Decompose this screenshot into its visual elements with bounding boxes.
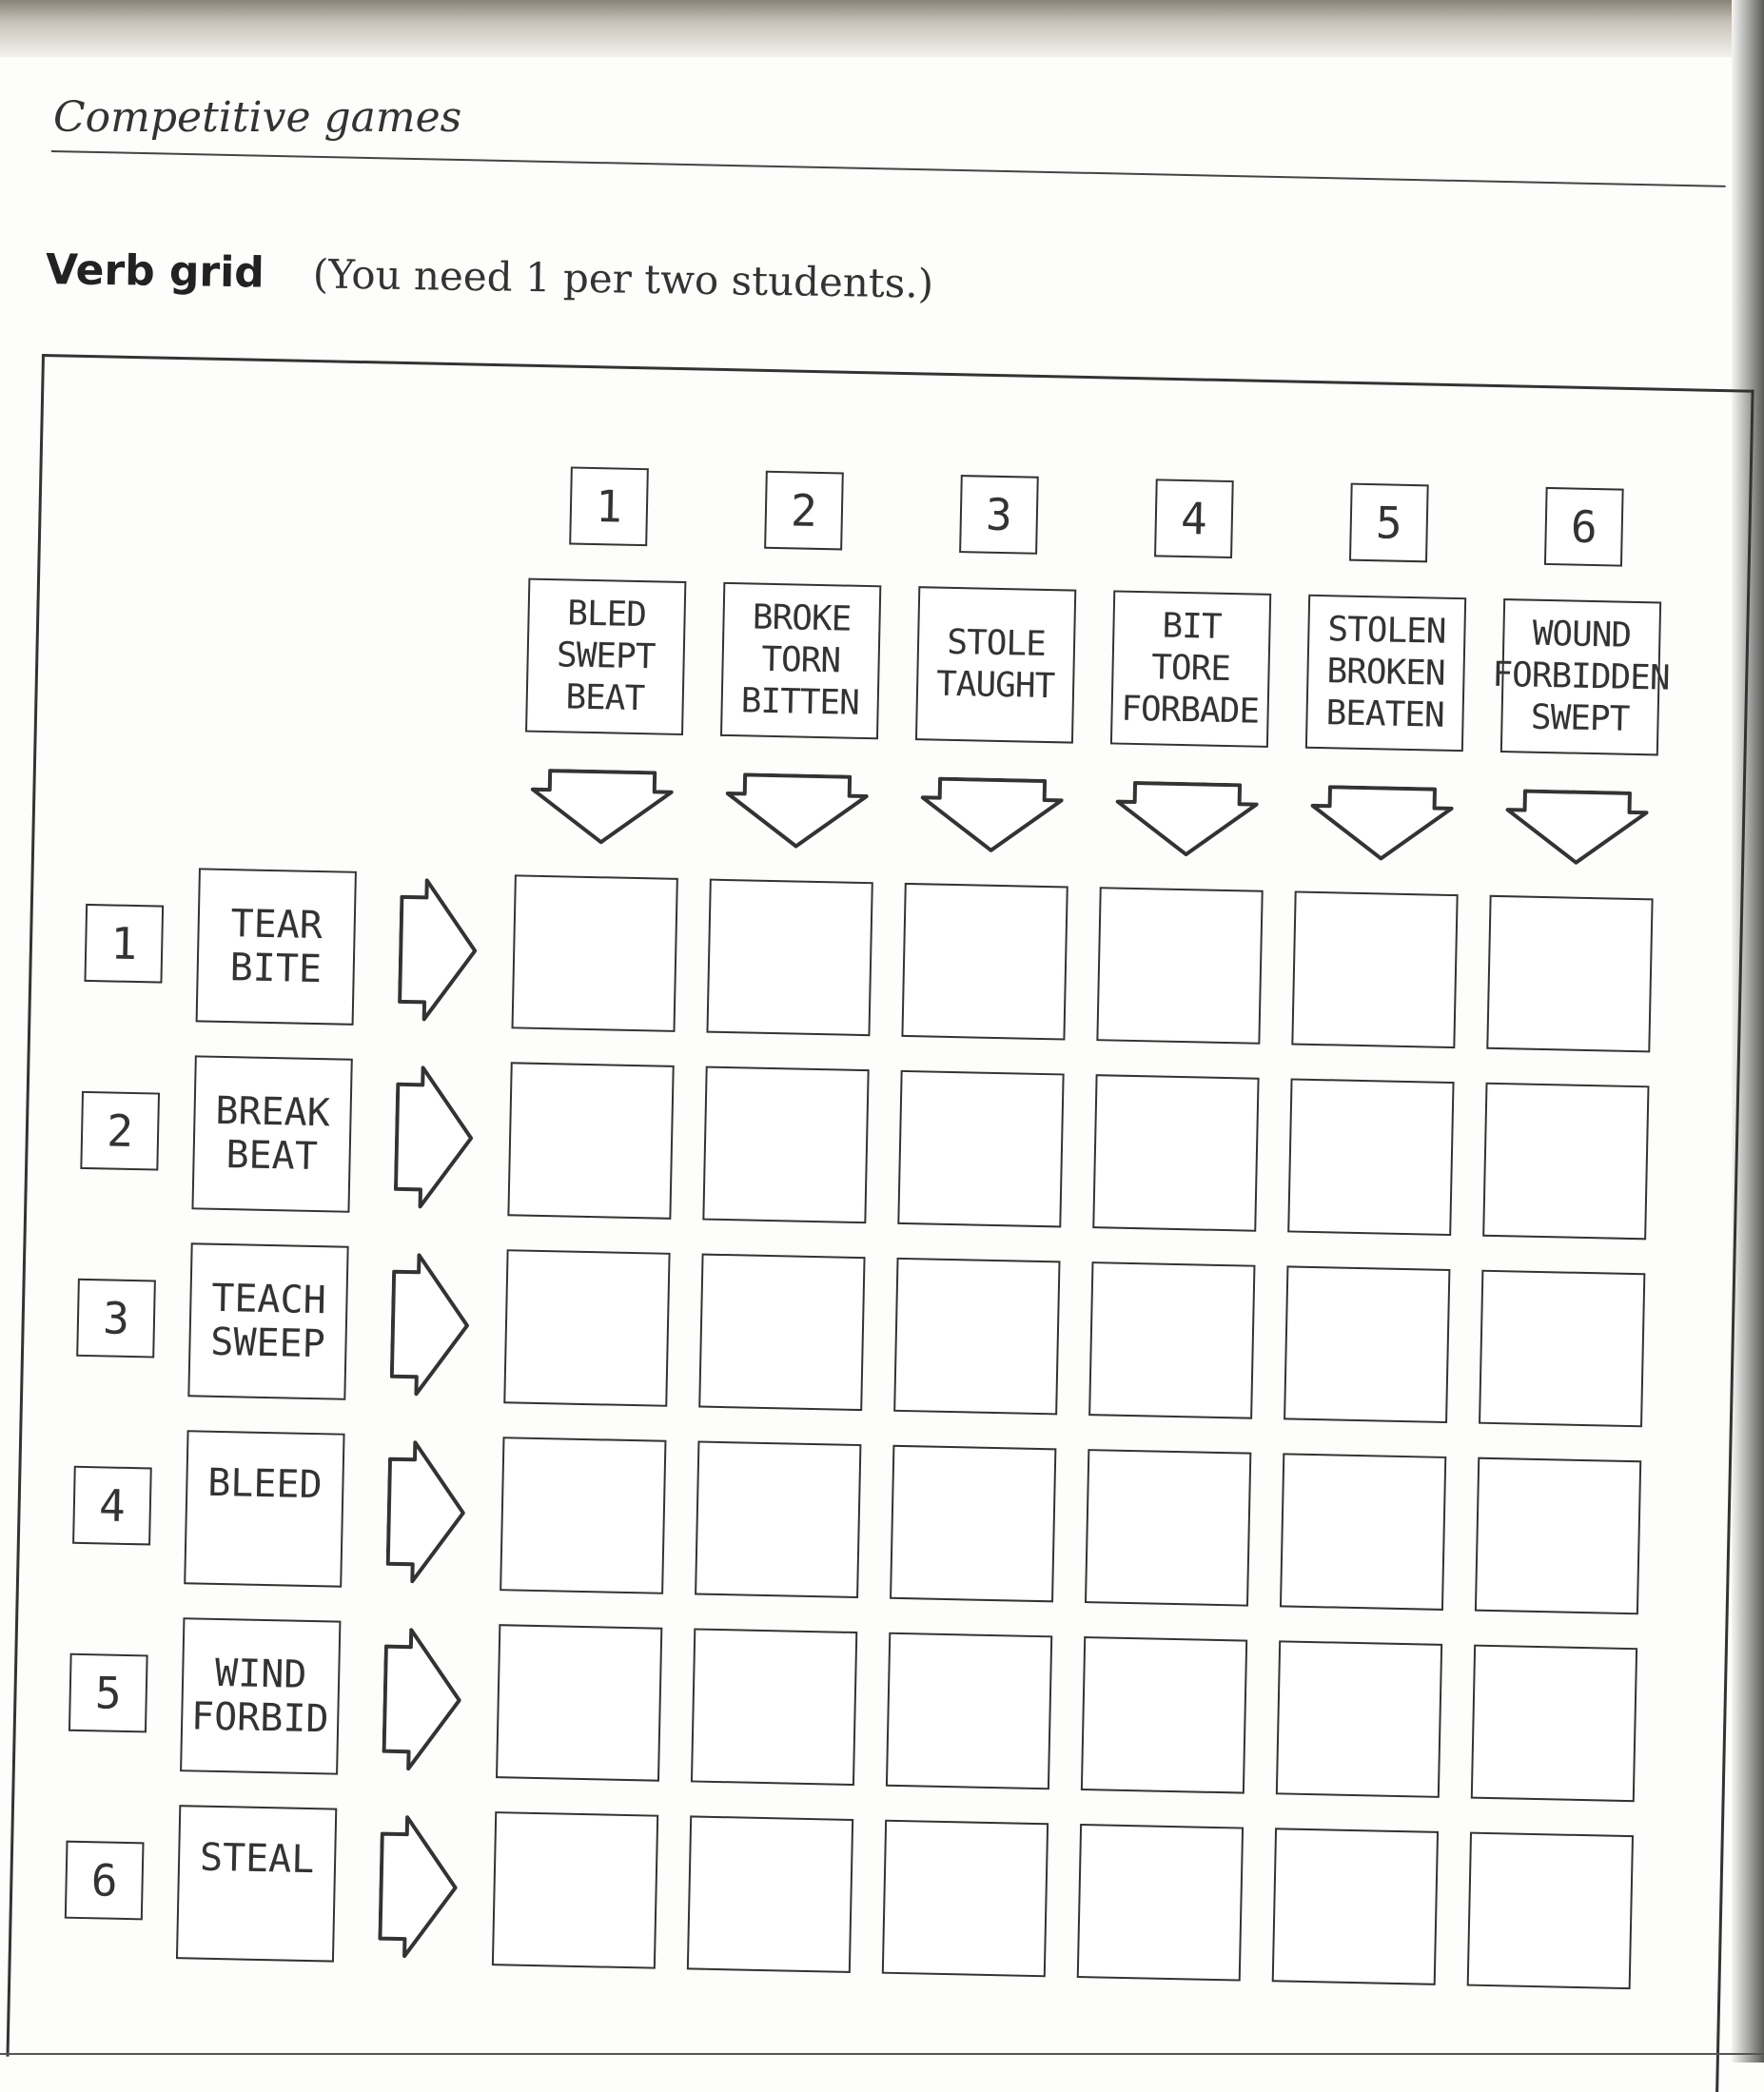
header-rule <box>51 150 1726 187</box>
column-forms-6 <box>1492 598 1670 755</box>
row-verbs-4 <box>184 1430 344 1587</box>
answer-cell-r6-c2[interactable] <box>687 1815 853 1973</box>
column-number-4: 4 <box>1154 479 1234 558</box>
answer-cell-r1-c3[interactable] <box>901 883 1068 1041</box>
base-verb: TEAR <box>230 902 323 948</box>
answer-cell-r4-c3[interactable] <box>890 1445 1056 1603</box>
column-number-2: 2 <box>764 471 844 551</box>
verb-form: BEATEN <box>1325 694 1445 735</box>
row-verbs-6 <box>176 1805 337 1962</box>
scan-shadow-top <box>0 0 1764 57</box>
right-arrow-icon <box>378 1815 459 1960</box>
right-arrow-icon <box>398 878 479 1023</box>
answer-cell-r5-c1[interactable] <box>496 1624 662 1782</box>
right-arrow-icon <box>389 1253 470 1398</box>
verb-form: SWEPT <box>1530 697 1630 739</box>
verb-form: TORE <box>1150 648 1231 690</box>
title-note: (You need 1 per two students.) <box>312 250 934 307</box>
answer-cell-r1-c5[interactable] <box>1291 891 1458 1049</box>
answer-cell-r2-c3[interactable] <box>897 1070 1064 1228</box>
answer-cell-r5-c5[interactable] <box>1276 1640 1442 1798</box>
answer-cell-r4-c5[interactable] <box>1280 1453 1446 1611</box>
answer-cell-r3-c6[interactable] <box>1479 1270 1645 1428</box>
column-forms-3 <box>915 586 1076 743</box>
row-number-2: 2 <box>80 1091 160 1171</box>
answer-cell-r6-c3[interactable] <box>882 1820 1049 1978</box>
answer-cell-r6-c4[interactable] <box>1077 1824 1244 1982</box>
verb-form: BITTEN <box>740 681 860 723</box>
base-verb: BLEED <box>206 1460 323 1508</box>
right-arrow-icon <box>382 1628 462 1772</box>
verb-form: BIT <box>1162 606 1222 647</box>
answer-cell-r5-c2[interactable] <box>691 1628 857 1786</box>
title-row <box>46 245 934 308</box>
right-arrow-icon <box>385 1440 466 1585</box>
answer-cell-r3-c2[interactable] <box>698 1254 865 1412</box>
verb-form: FORBADE <box>1120 689 1260 732</box>
base-verb: BEAT <box>225 1133 319 1180</box>
down-arrow-icon <box>530 769 675 848</box>
answer-cell-r1-c4[interactable] <box>1096 887 1263 1045</box>
answer-cell-r3-c4[interactable] <box>1088 1261 1255 1419</box>
bottom-rule <box>0 2053 1764 2055</box>
row-verbs-2 <box>191 1055 352 1212</box>
answer-cell-r3-c3[interactable] <box>893 1258 1060 1416</box>
answer-cell-r2-c2[interactable] <box>702 1066 869 1224</box>
verb-grid <box>63 457 1670 2011</box>
verb-form: BROKEN <box>1326 652 1445 694</box>
answer-cell-r5-c3[interactable] <box>886 1633 1052 1790</box>
verb-form: BEAT <box>565 677 645 719</box>
verb-form: TAUGHT <box>935 664 1055 707</box>
answer-cell-r4-c2[interactable] <box>695 1440 861 1598</box>
row-verbs-1 <box>196 868 357 1025</box>
verb-form: BLED <box>566 594 647 635</box>
column-number-5: 5 <box>1349 483 1429 563</box>
answer-cell-r2-c4[interactable] <box>1092 1074 1259 1232</box>
answer-cell-r4-c1[interactable] <box>500 1437 666 1594</box>
answer-cell-r1-c2[interactable] <box>706 879 872 1037</box>
base-verb: STEAL <box>199 1835 315 1883</box>
row-number-1: 1 <box>84 904 164 984</box>
column-number-1: 1 <box>569 466 649 546</box>
answer-cell-r4-c4[interactable] <box>1085 1449 1251 1607</box>
down-arrow-icon <box>1309 785 1454 864</box>
column-number-3: 3 <box>959 475 1039 555</box>
answer-cell-r5-c6[interactable] <box>1471 1645 1637 1803</box>
column-forms-1 <box>525 578 686 735</box>
verb-form: WOUND <box>1532 614 1632 655</box>
answer-cell-r5-c4[interactable] <box>1081 1636 1247 1794</box>
answer-cell-r4-c6[interactable] <box>1475 1457 1641 1615</box>
base-verb: BITE <box>229 946 323 992</box>
answer-cell-r2-c6[interactable] <box>1482 1083 1649 1241</box>
column-forms-4 <box>1110 590 1271 747</box>
right-arrow-icon <box>394 1066 475 1210</box>
column-forms-5 <box>1305 595 1466 752</box>
answer-cell-r1-c6[interactable] <box>1486 895 1653 1053</box>
row-number-5: 5 <box>69 1653 148 1733</box>
answer-cell-r2-c5[interactable] <box>1287 1078 1454 1236</box>
down-arrow-icon <box>1504 789 1649 868</box>
page-title: Verb grid <box>45 245 265 298</box>
answer-cell-r3-c1[interactable] <box>503 1249 670 1407</box>
base-verb: TEACH <box>210 1276 327 1323</box>
column-number-6: 6 <box>1544 487 1624 567</box>
row-number-4: 4 <box>72 1466 152 1546</box>
verb-form: TORN <box>760 639 841 681</box>
down-arrow-icon <box>919 776 1064 855</box>
row-verbs-5 <box>180 1617 341 1774</box>
running-header: Competitive games <box>53 93 462 142</box>
verb-form: FORBIDDEN <box>1492 655 1670 698</box>
base-verb: BREAK <box>214 1088 331 1136</box>
column-forms-2 <box>720 582 881 739</box>
answer-cell-r6-c6[interactable] <box>1467 1832 1634 1990</box>
verb-form: SWEPT <box>556 635 656 677</box>
verb-form: STOLEN <box>1327 610 1446 652</box>
verb-form: STOLE <box>946 622 1047 664</box>
down-arrow-icon <box>725 772 870 851</box>
row-verbs-3 <box>187 1242 348 1399</box>
answer-cell-r6-c1[interactable] <box>492 1811 658 1969</box>
answer-cell-r6-c5[interactable] <box>1272 1828 1439 1985</box>
base-verb: SWEEP <box>209 1320 326 1367</box>
answer-cell-r1-c1[interactable] <box>512 874 678 1032</box>
row-number-6: 6 <box>65 1841 145 1921</box>
down-arrow-icon <box>1114 781 1259 860</box>
row-number-3: 3 <box>76 1279 156 1359</box>
base-verb: FORBID <box>190 1694 329 1742</box>
verb-form: BROKE <box>752 597 852 639</box>
base-verb: WIND <box>214 1651 307 1697</box>
answer-cell-r2-c1[interactable] <box>507 1062 674 1220</box>
answer-cell-r3-c5[interactable] <box>1284 1265 1450 1423</box>
